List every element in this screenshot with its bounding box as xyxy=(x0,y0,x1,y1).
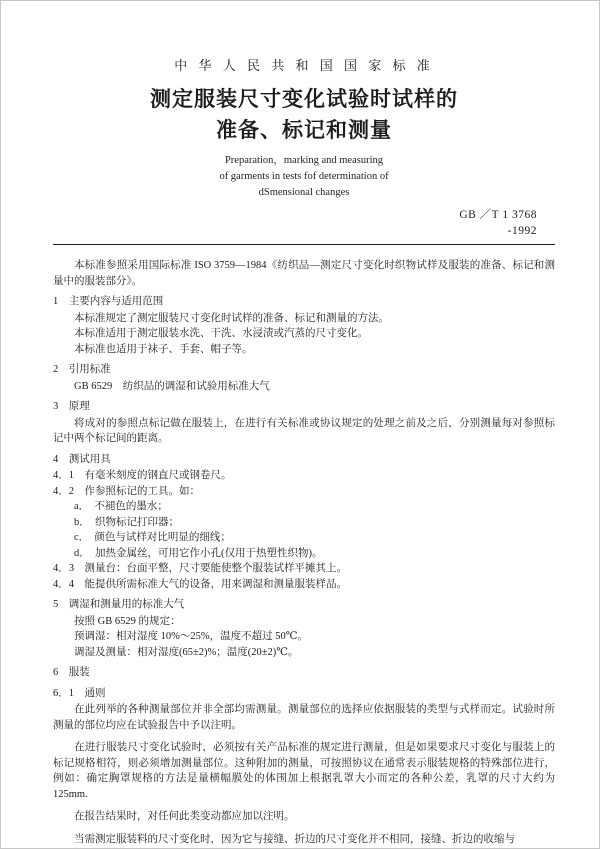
paragraph: 当需测定服装料的尺寸变化时，因为它与接缝、折边的尺寸变化并不相同，接缝、折边的收缩与 xyxy=(74,833,515,845)
paragraph: GB 6529 纺织品的调湿和试验用标准大气 xyxy=(74,380,270,392)
paragraph: 本标准适用于测定服装水洗、干洗、水浸渍或汽蒸的尺寸变化。 xyxy=(74,328,368,339)
paragraph: 将成对的参照点标记做在服装上，在进行有关标准或协议规定的处理之前及之后，分别测量每对参照标记中两个标记间的距离。 xyxy=(53,417,555,444)
list-item: c． 颜色与试样对比明显的细线； xyxy=(74,532,231,543)
section-heading: 3 原理 xyxy=(53,401,90,412)
standard-number-block xyxy=(53,207,555,239)
list-item: d． 加热金属丝，可用它作小孔(仅用于热塑性织物)。 xyxy=(74,547,323,559)
paragraph: 按照 GB 6529 的规定： xyxy=(74,615,181,627)
document-title xyxy=(53,84,555,146)
standard-header: 中 华 人 民 共 和 国 国 家 标 准 xyxy=(174,58,434,73)
paragraph: 本标准参照采用国际标准 ISO 3759—1984《纺织品—测定尺寸变化时织物试样及服装的准备、标记和测量中的服装部分》。 xyxy=(53,260,555,287)
section-heading: 6 服装 xyxy=(53,667,90,678)
english-title-line3: dSmensional changes xyxy=(258,187,350,198)
english-title xyxy=(53,153,555,201)
paragraph: 调湿及测量：相对湿度(65±2)%；温度(20±2)℃。 xyxy=(74,646,299,658)
paragraph: 本标准规定了测定服装尺寸变化时试样的准备、标记和测量的方法。 xyxy=(74,312,389,324)
paragraph: 在进行服装尺寸变化试验时，必须按有关产品标准的规定进行测量，但是如果要求尺寸变化与服装上的标记规格相符，则必须增加测量部位。这种附加的测量，可按照协议在通常表示服装规格的特殊部位进行，例如：确定胸罩规格的方法是量横幅膜处的体围加上根据乳罩大小而定的各种公差，乳罩的尺寸大约为 125mm. xyxy=(53,742,555,800)
english-title-line2: of garments in tests fof determination of xyxy=(219,171,389,182)
english-title-line1: Preparation，marking and measuring xyxy=(224,155,384,166)
header-rule xyxy=(53,244,555,245)
section-heading: 5 调湿和测量用的标准大气 xyxy=(53,599,185,610)
paragraph: 预调湿：相对湿度 10%～25%，温度不超过 50℃。 xyxy=(74,631,308,642)
document-body xyxy=(53,258,555,847)
paragraph: 本标准也适用于袜子、手套、帽子等。 xyxy=(74,343,253,355)
section-heading: 2 引用标准 xyxy=(53,364,111,375)
section-heading: 1 主要内容与适用范围 xyxy=(53,296,164,307)
paragraph: 4．3 测量台：台面平整，尺寸要能使整个服装试样平摊其上。 xyxy=(53,563,347,574)
section-heading: 6．1 通则 xyxy=(53,687,106,699)
paragraph: 4．1 有毫米刻度的钢直尺或钢卷尺。 xyxy=(53,470,232,481)
document-title-line1: 测定服装尺寸变化试验时试样的 xyxy=(150,87,458,111)
paragraph: 4．2 作参照标记的工具。如： xyxy=(53,485,200,497)
standard-code: GB ／T 1 3768 xyxy=(459,209,537,221)
standard-year: -1992 xyxy=(507,225,537,237)
list-item: b． 织物标记打印器； xyxy=(74,516,179,528)
paragraph: 4．4 能提供所需标准大气的设备，用来调湿和测量服装样品。 xyxy=(53,578,347,590)
paragraph: 在此列举的各种测量部位并非全部均需测量。测量部位的选择应依据服装的类型与式样而定。试验时所测量的部位均应在试验报告中予以注明。 xyxy=(53,704,555,731)
paragraph: 在报告结果时，对任何此类变动都应加以注明。 xyxy=(74,811,295,822)
document-title-line2: 准备、标记和测量 xyxy=(216,118,392,142)
section-heading: 4 测试用具 xyxy=(53,453,111,465)
list-item: a． 不褪色的墨水； xyxy=(74,501,168,512)
